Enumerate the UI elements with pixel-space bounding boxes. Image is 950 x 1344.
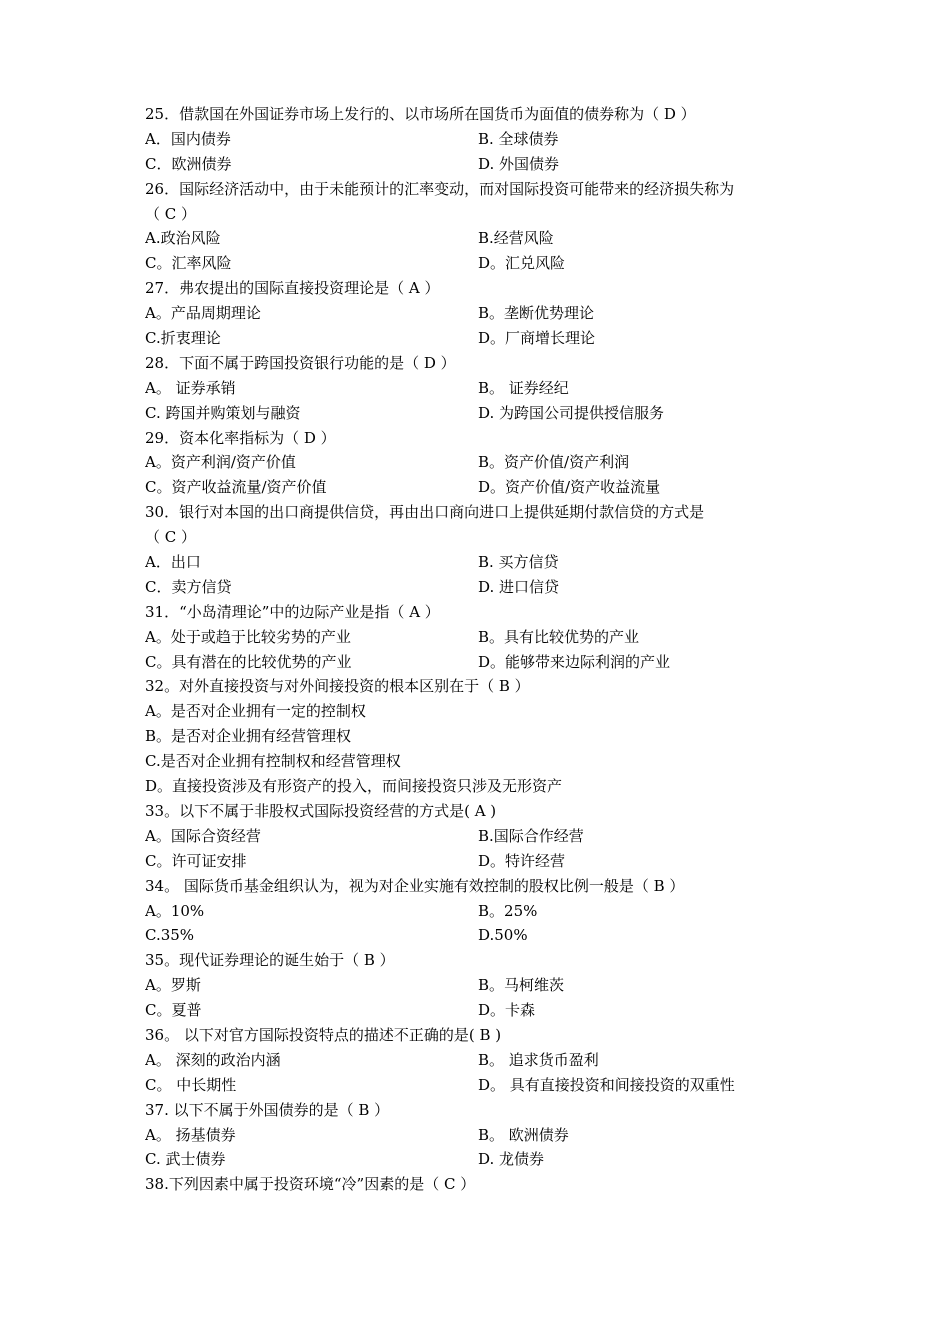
option-row [145, 127, 825, 152]
option-right: D。能够带来边际利润的产业 [478, 652, 671, 671]
option-right: B。资产价值/资产利润 [478, 453, 630, 472]
question-text: 29．资本化率指标为（ D ） [145, 428, 336, 447]
option-left: A。国际合资经营 [145, 826, 261, 845]
question-text: 37. 以下不属于外国债券的是（ B ） [145, 1100, 390, 1119]
option-row [145, 998, 825, 1023]
option-line: B。是否对企业拥有经营管理权 [145, 727, 352, 746]
option-row [145, 1073, 825, 1098]
option-left: A。处于或趋于比较劣势的产业 [145, 627, 351, 646]
option-right: B。 证券经纪 [478, 378, 569, 397]
option-left: C.35% [145, 926, 195, 945]
option-row [145, 450, 825, 475]
option-row [145, 650, 825, 675]
option-right: D. 进口信贷 [478, 577, 560, 596]
question-block [145, 276, 825, 351]
question-block [145, 426, 825, 501]
option-left: A。罗斯 [145, 976, 201, 995]
option-row [145, 475, 825, 500]
question-text: 34。 国际货币基金组织认为，视为对企业实施有效控制的股权比例一般是（ B ） [145, 876, 685, 895]
option-left: A．国内债券 [145, 129, 231, 148]
option-right: B. 买方信贷 [478, 553, 559, 572]
option-left: A。10% [145, 901, 205, 920]
option-row [145, 550, 825, 575]
option-right: B.国际合作经营 [478, 826, 584, 845]
option-left: C。资产收益流量/资产价值 [145, 478, 327, 497]
option-left: C。 中长期性 [145, 1075, 237, 1094]
question-text: 26．国际经济活动中，由于未能预计的汇率变动，而对国际投资可能带来的经济损失称为 [145, 179, 735, 198]
option-right: D。卡森 [478, 1001, 536, 1020]
option-right: B。25% [478, 901, 538, 920]
option-left: C。夏普 [145, 1001, 202, 1020]
option-right: D。 具有直接投资和间接投资的双重性 [478, 1075, 735, 1094]
option-right: B。马柯维茨 [478, 976, 565, 995]
option-left: C.折衷理论 [145, 329, 221, 348]
option-line: D。直接投资涉及有形资产的投入，而间接投资只涉及无形资产 [145, 777, 563, 796]
question-block [145, 177, 825, 277]
question-text: 27．弗农提出的国际直接投资理论是（ A ） [145, 279, 440, 298]
question-block [145, 674, 825, 798]
option-row [145, 226, 825, 251]
option-line: C.是否对企业拥有控制权和经营管理权 [145, 752, 401, 771]
option-left: C．卖方信贷 [145, 577, 232, 596]
option-row [145, 1123, 825, 1148]
option-left: C. 跨国并购策划与融资 [145, 403, 301, 422]
option-line: A。是否对企业拥有一定的控制权 [145, 702, 366, 721]
option-right: B。 欧洲债券 [478, 1125, 569, 1144]
question-block [145, 351, 825, 426]
question-text: 31．“小岛清理论”中的边际产业是指（ A ） [145, 602, 440, 621]
option-right: D。汇兑风险 [478, 254, 566, 273]
option-row [145, 251, 825, 276]
option-row [145, 899, 825, 924]
option-row [145, 301, 825, 326]
option-row [145, 849, 825, 874]
option-row [145, 326, 825, 351]
option-right: D. 龙债券 [478, 1150, 545, 1169]
question-text: 28．下面不属于跨国投资银行功能的是（ D ） [145, 353, 456, 372]
option-row [145, 824, 825, 849]
question-text: 32。对外直接投资与对外间接投资的根本区别在于（ B ） [145, 677, 530, 696]
question-text: 25．借款国在外国证券市场上发行的、以市场所在国货币为面值的债券称为（ D ） [145, 105, 696, 123]
option-row [145, 923, 825, 948]
option-left: A。资产利润/资产价值 [145, 453, 296, 472]
option-right: D。资产价值/资产收益流量 [478, 478, 661, 497]
option-right: B. 全球债券 [478, 129, 559, 148]
option-left: A。 证券承销 [145, 378, 236, 397]
option-right: D。特许经营 [478, 851, 566, 870]
answer-bracket: （ C ） [145, 204, 197, 223]
question-text: 35。现代证券理论的诞生始于（ B ） [145, 951, 395, 970]
option-row [145, 152, 825, 177]
option-left: C．欧洲债券 [145, 154, 232, 173]
question-text: 38.下列因素中属于投资环境“冷”因素的是（ C ） [145, 1175, 476, 1194]
answer-bracket: （ C ） [145, 528, 197, 547]
option-right: D. 外国债券 [478, 154, 560, 173]
option-left: A．出口 [145, 553, 201, 572]
option-row [145, 973, 825, 998]
question-text: 36。 以下对官方国际投资特点的描述不正确的是( B ) [145, 1025, 502, 1044]
question-text: 30．银行对本国的出口商提供信贷，再由出口商向进口上提供延期付款信贷的方式是 [145, 503, 705, 522]
option-left: C。具有潜在的比较优势的产业 [145, 652, 352, 671]
option-row [145, 575, 825, 600]
option-row [145, 376, 825, 401]
option-left: A。产品周期理论 [145, 304, 261, 323]
option-row [145, 1048, 825, 1073]
question-block [145, 500, 825, 600]
option-left: C。许可证安排 [145, 851, 247, 870]
option-right: D. 为跨国公司提供授信服务 [478, 403, 665, 422]
option-left: C. 武士债券 [145, 1150, 226, 1169]
question-block [145, 1098, 825, 1173]
question-block [145, 948, 825, 1023]
question-block [145, 102, 825, 177]
question-block [145, 1172, 825, 1197]
question-block [145, 874, 825, 949]
option-right: B。具有比较优势的产业 [478, 627, 640, 646]
option-right: B。 追求货币盈利 [478, 1050, 599, 1069]
option-row [145, 401, 825, 426]
option-left: A。 扬基债券 [145, 1125, 236, 1144]
question-block [145, 799, 825, 874]
option-left: C。汇率风险 [145, 254, 232, 273]
option-right: B.经营风险 [478, 229, 554, 248]
question-block [145, 1023, 825, 1098]
document-body [145, 102, 825, 1197]
option-right: D。厂商增长理论 [478, 329, 596, 348]
option-left: A.政治风险 [145, 229, 221, 248]
option-left: A。 深刻的政治内涵 [145, 1050, 281, 1069]
question-text: 33。以下不属于非股权式国际投资经营的方式是( A ) [145, 801, 497, 820]
option-right: B。垄断优势理论 [478, 304, 595, 323]
question-block [145, 600, 825, 675]
option-right: D.50% [478, 926, 528, 945]
option-row [145, 625, 825, 650]
option-row [145, 1147, 825, 1172]
